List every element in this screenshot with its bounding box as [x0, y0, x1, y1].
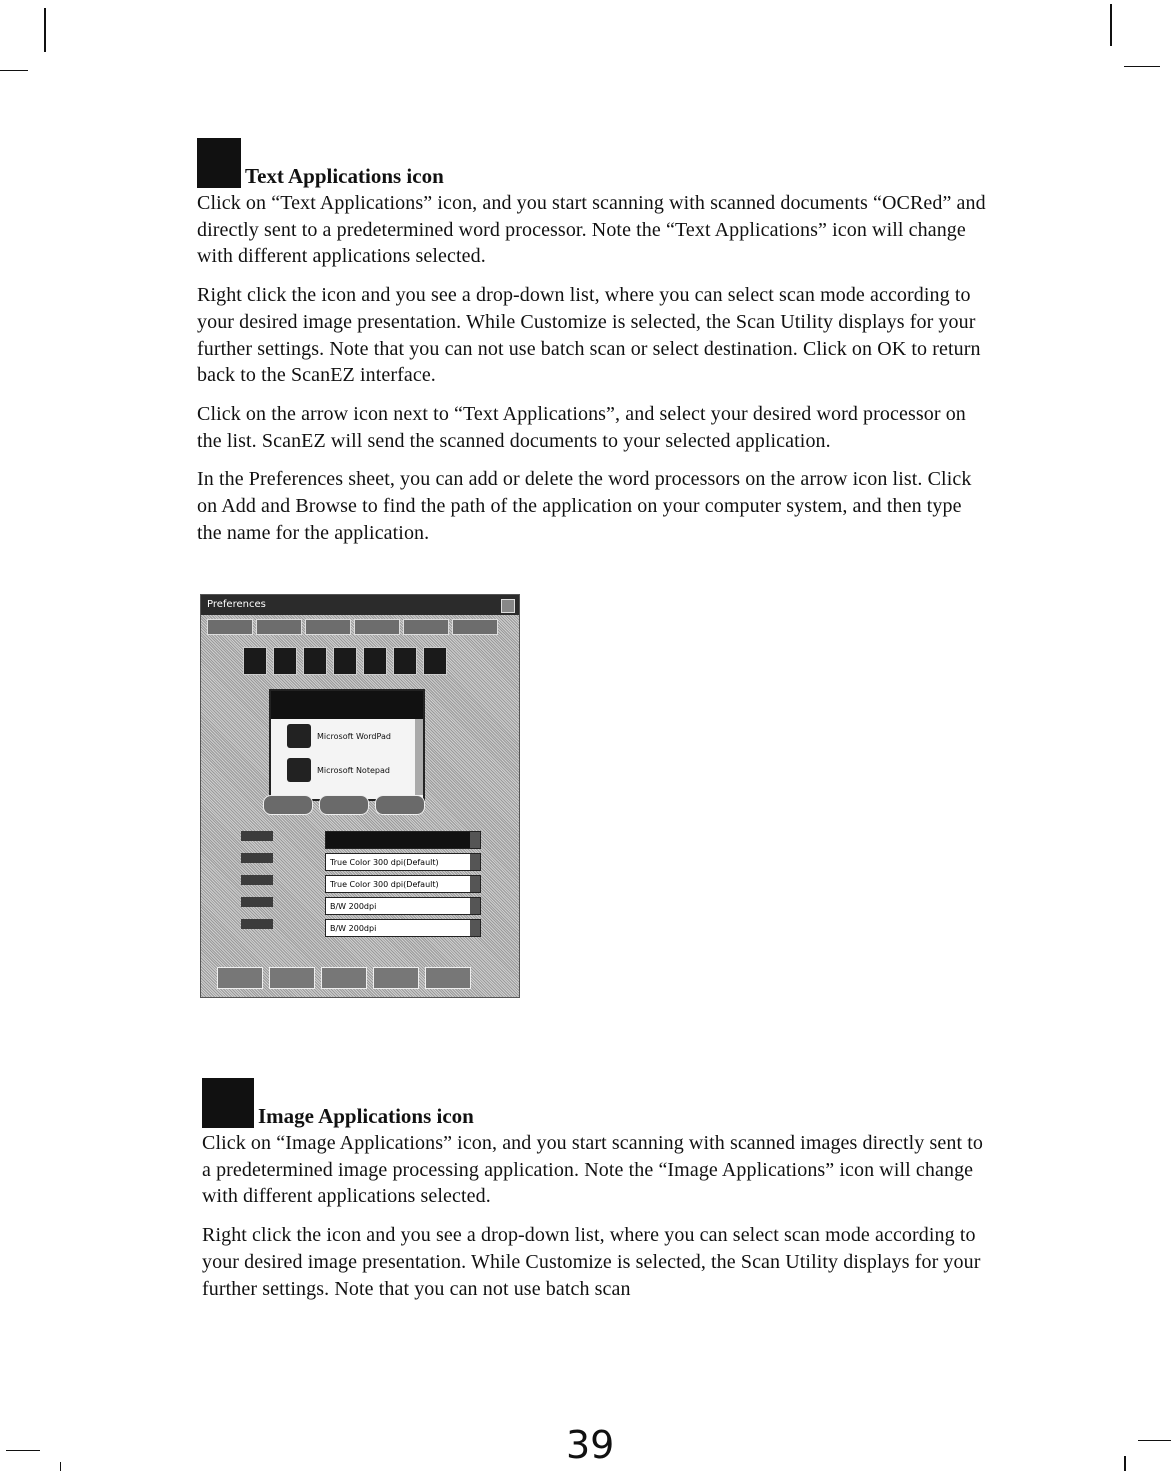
browse-button	[375, 795, 425, 815]
setting-select	[325, 875, 481, 893]
mail-icon	[303, 647, 327, 675]
dropdown-scrollbar	[415, 719, 423, 795]
close-icon	[501, 599, 515, 613]
image-applications-section	[202, 1076, 992, 1314]
figure-toolbar	[243, 647, 447, 675]
section2-paragraph-1: Click on “Image Applications” icon, and you start scanning with scanned images directly sent to a predetermined image processing application. Note the “Image Applications” icon will change with different applications selected.	[202, 1132, 983, 1208]
section1-paragraph-4: In the Preferences sheet, you can add or delete the word processors on the arrow icon list. Click on Add and Browse to find the path of the application on your computer system, and then type the name for the application.	[197, 468, 972, 544]
crop-mark-bottom-right-vertical	[1124, 1456, 1126, 1471]
text-applications-section	[197, 136, 987, 558]
setting-select	[325, 919, 481, 937]
dropdown-item-label: Microsoft Notepad	[317, 765, 390, 775]
figure-tab	[305, 619, 351, 635]
setting-label	[241, 853, 273, 863]
setting-select-value: B/W 200dpi	[330, 924, 377, 933]
section2-paragraph-2: Right click the icon and you see a drop-down list, where you can select scan mode according to your desired image presentation. While Customize is selected, the Scan Utility displays for your further settings. Note that you can not use batch scan	[202, 1224, 981, 1300]
setting-select-value: True Color 300 dpi(Default)	[330, 858, 439, 867]
notepad-icon	[287, 758, 311, 782]
copy-icon	[393, 647, 417, 675]
crop-mark-top-right-vertical	[1110, 4, 1112, 46]
text-applications-heading-row	[197, 136, 987, 188]
text-applications-heading: Text Applications icon	[245, 164, 444, 188]
add-button	[263, 795, 313, 815]
chevron-down-icon	[470, 898, 480, 914]
save-icon	[243, 647, 267, 675]
crop-mark-top-left-horizontal	[0, 70, 28, 71]
crop-mark-bottom-left-horizontal	[6, 1450, 40, 1451]
image-applications-heading: Image Applications icon	[258, 1104, 474, 1128]
print-icon	[273, 647, 297, 675]
setting-label	[241, 831, 273, 841]
crop-mark-top-left-vertical	[44, 8, 46, 52]
figure-add-delete-buttons	[263, 795, 425, 815]
chevron-down-icon	[470, 832, 480, 848]
image-applications-heading-row	[202, 1076, 992, 1128]
figure-title-bar	[201, 595, 519, 615]
setting-select-value: B/W 200dpi	[330, 902, 377, 911]
text-app-icon	[333, 647, 357, 675]
chevron-down-icon	[470, 876, 480, 892]
preferences-screenshot	[200, 594, 520, 998]
wordpad-icon	[287, 724, 311, 748]
setting-select	[325, 853, 481, 871]
figure-setting-fields	[325, 831, 481, 941]
section1-paragraph-3: Click on the arrow icon next to “Text Applications”, and select your desired word processor on the list. ScanEZ will send the scanned documents to your selected application.	[197, 402, 966, 452]
setting-label	[241, 897, 273, 907]
delete-button	[319, 795, 369, 815]
section1-paragraph-2: Right click the icon and you see a drop-down list, where you can select scan mode according to your desired image presentation. While Customize is selected, the Scan Utility displays for your further settings. Note that you can not use batch scan or select destination. Click on OK to return back to the ScanEZ interface.	[197, 284, 981, 387]
crop-mark-top-right-horizontal	[1124, 66, 1160, 67]
apply-button	[321, 967, 367, 989]
setting-label	[241, 875, 273, 885]
fax-icon	[423, 647, 447, 675]
dropdown-item-label: Microsoft WordPad	[317, 731, 391, 741]
dropdown-item	[271, 753, 423, 787]
image-applications-icon	[202, 1078, 254, 1128]
dropdown-header	[271, 691, 423, 719]
application-dropdown-list	[269, 689, 425, 801]
figure-tab	[403, 619, 449, 635]
setting-label	[241, 919, 273, 929]
ok-button	[217, 967, 263, 989]
figure-tab	[207, 619, 253, 635]
page-number: 39	[566, 1423, 615, 1467]
setting-select	[325, 831, 481, 849]
figure-setting-labels	[241, 831, 273, 941]
figure-tab-strip	[207, 619, 498, 635]
chevron-down-icon	[470, 854, 480, 870]
setting-select-value: True Color 300 dpi(Default)	[330, 880, 439, 889]
figure-title: Preferences	[207, 599, 266, 610]
figure-tab	[256, 619, 302, 635]
figure-bottom-buttons	[217, 967, 471, 989]
help-button	[425, 967, 471, 989]
image-app-icon	[363, 647, 387, 675]
crop-mark-bottom-right-horizontal	[1138, 1440, 1171, 1441]
dropdown-item	[271, 719, 423, 753]
figure-tab	[452, 619, 498, 635]
cancel-button	[269, 967, 315, 989]
chevron-down-icon	[470, 920, 480, 936]
section1-paragraph-1: Click on “Text Applications” icon, and you start scanning with scanned documents “OCRed” and directly sent to a predetermined word processor. Note the “Text Applications” icon will change with different applications selected.	[197, 192, 986, 268]
crop-mark-bottom-left-vertical	[60, 1462, 61, 1471]
figure-tab	[354, 619, 400, 635]
default-button	[373, 967, 419, 989]
setting-select	[325, 897, 481, 915]
text-applications-icon	[197, 138, 241, 188]
